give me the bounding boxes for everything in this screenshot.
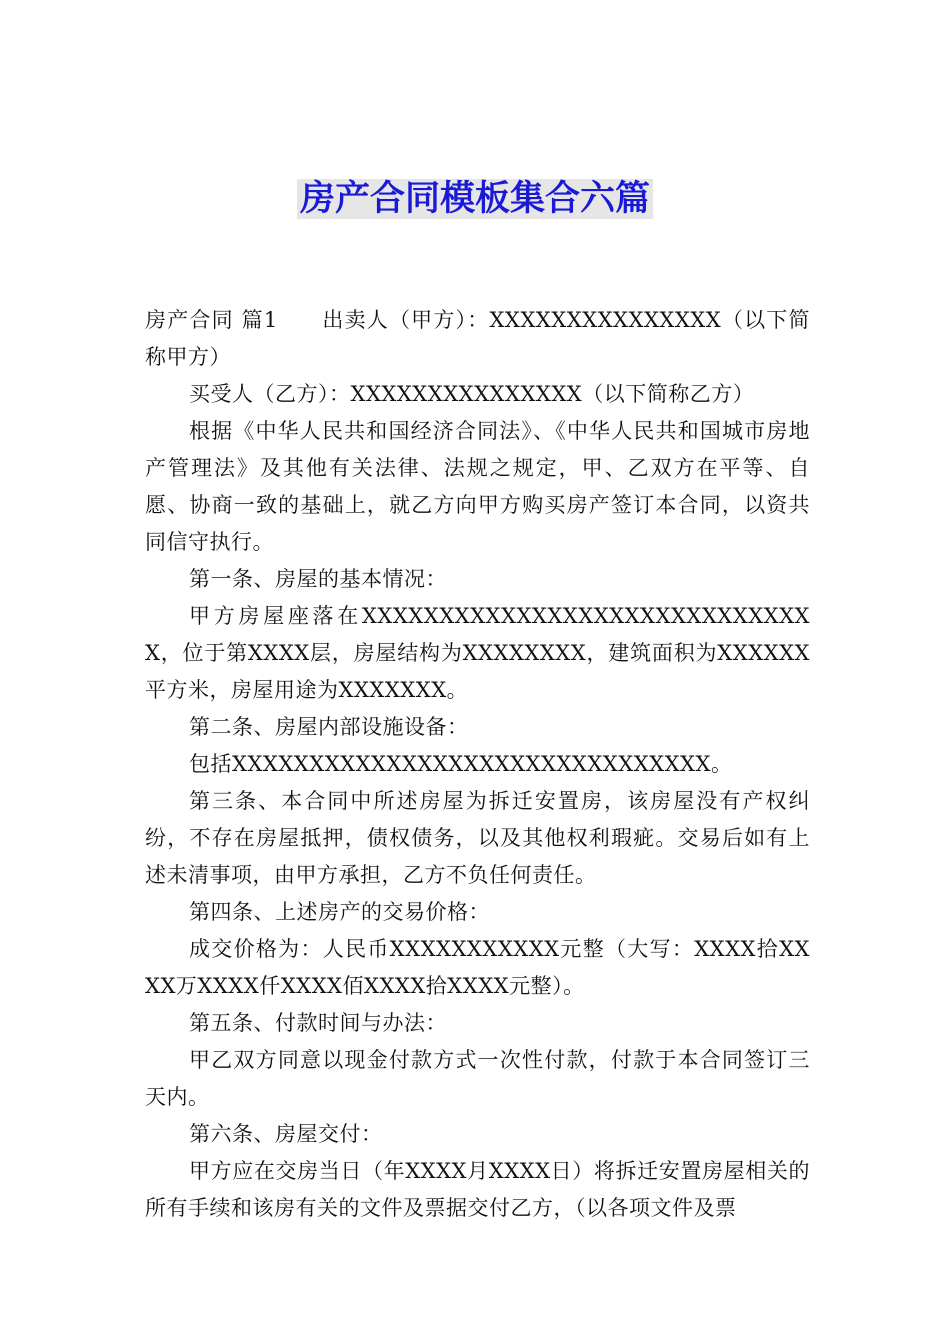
clause-2-body: 包括XXXXXXXXXXXXXXXXXXXXXXXXXXXXXXX。 xyxy=(189,752,733,776)
paragraph-seller-text: 出卖人（甲方）：XXXXXXXXXXXXXXX（以下简称甲方） xyxy=(145,308,810,369)
clause-3-body: 第三条、本合同中所述房屋为拆迁安置房，该房屋没有产权纠纷，不存在房屋抵押，债权债务，以及其他权利瑕疵。交易后如有上述未清事项，由甲方承担，乙方不负任何责任。 xyxy=(145,789,810,887)
document-body xyxy=(145,302,810,1227)
clause-4-heading: 第四条、上述房产的交易价格： xyxy=(189,900,490,924)
clause-4-body: 成交价格为：人民币XXXXXXXXXXX元整（大写：XXXX拾XXXX万XXXX仟XXXX佰XXXX拾XXXX元整）。 xyxy=(145,937,810,998)
clause-5-heading: 第五条、付款时间与办法： xyxy=(189,1011,447,1035)
paragraph-buyer: 买受人（乙方）：XXXXXXXXXXXXXXX（以下简称乙方） xyxy=(189,382,755,406)
clause-1-heading: 第一条、房屋的基本情况： xyxy=(189,567,447,591)
clause-6-heading: 第六条、房屋交付： xyxy=(189,1122,383,1146)
paragraph-preamble: 根据《中华人民共和国经济合同法》、《中华人民共和国城市房地产管理法》及其他有关法律、法规之规定，甲、乙双方在平等、自愿、协商一致的基础上，就乙方向甲方购买房产签订本合同，以资共同信守执行。 xyxy=(145,419,810,554)
section-label: 房产合同 篇1 xyxy=(145,308,278,332)
clause-6-body: 甲方应在交房当日（年XXXX月XXXX日）将拆迁安置房屋相关的所有手续和该房有关的文件及票据交付乙方，（以各项文件及票 xyxy=(145,1159,810,1220)
document-title xyxy=(0,174,950,224)
document-title-text: 房产合同模板集合六篇 xyxy=(297,179,653,219)
clause-1-body: 甲方房屋座落在XXXXXXXXXXXXXXXXXXXXXXXXXXXXXX，位于第XXXX层，房屋结构为XXXXXXXX，建筑面积为XXXXXX平方米，房屋用途为XXXXXXX。 xyxy=(145,604,810,702)
paragraph-seller xyxy=(145,302,810,376)
clause-5-body: 甲乙双方同意以现金付款方式一次性付款，付款于本合同签订三天内。 xyxy=(145,1048,810,1109)
clause-2-heading: 第二条、房屋内部设施设备： xyxy=(189,715,469,739)
